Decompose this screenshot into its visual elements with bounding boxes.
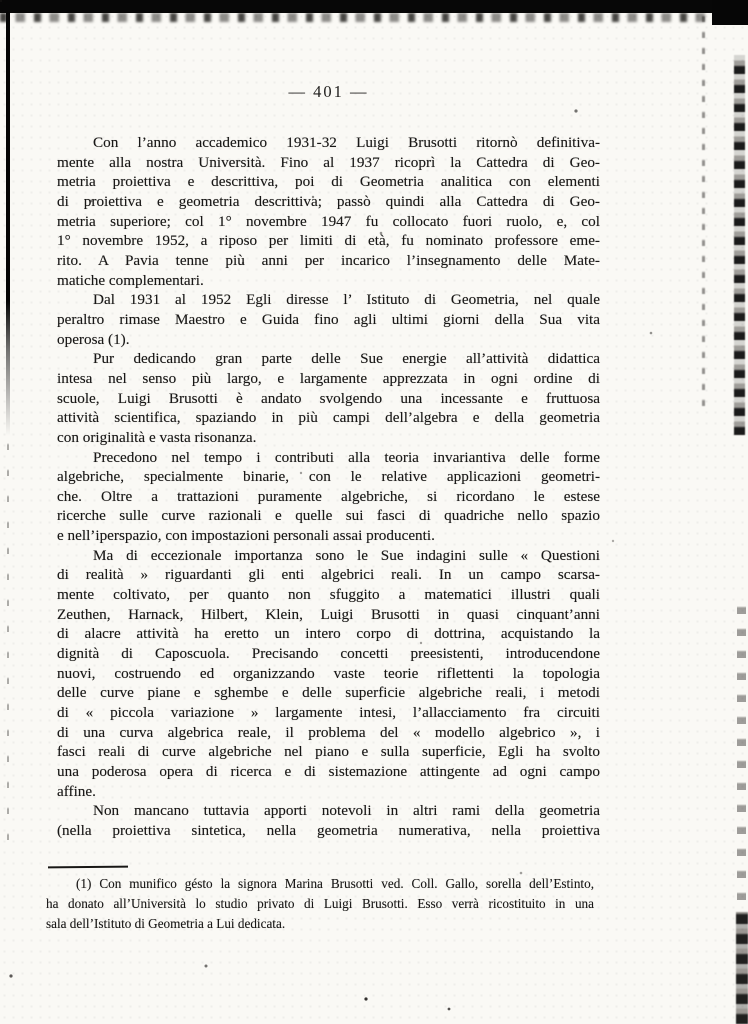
scan-artifact-top-right-corner xyxy=(712,0,748,25)
text-line: Ma di eccezionale importanza sono le Sue indagini sulle « Questioni xyxy=(93,546,600,564)
text-line: e nell’iperspazio, con impostazioni personali assai producenti. xyxy=(57,527,435,545)
footnote-separator-rule xyxy=(48,866,128,869)
text-line: Non mancano tuttavia apporti notevoli in altri rami della geometria xyxy=(93,802,600,820)
text-line: Dal 1931 al 1952 Egli diresse l’ Istituto di Geometria, nel quale xyxy=(93,291,600,309)
scan-artifact-right-edge-low xyxy=(737,600,746,900)
text-line: dignità di Caposcuola. Precisando concetti preesistenti, introducendone xyxy=(57,645,600,663)
text-line: di una curva algebrica reale, il problema del « modello algebrico », i xyxy=(57,723,600,741)
text-line: con originalità e vasta risonanza. xyxy=(57,428,257,446)
text-line: intesa nel senso più largo, e largamente apprezzata in ogni ordine di xyxy=(57,369,600,387)
page-number: — 401 — xyxy=(288,82,369,101)
text-line: peraltro rimase Maestro e Guida fino agli ultimi giorni della Sua vita xyxy=(57,310,600,328)
scan-artifact-top-edge xyxy=(0,0,748,13)
scan-artifact-specks xyxy=(0,0,2,2)
text-line: scuole, Luigi Brusotti è andato svolgendo una incessante e fruttuosa xyxy=(57,389,600,407)
footnote xyxy=(46,874,594,934)
scan-artifact-right-edge-bottom xyxy=(736,912,748,1024)
scan-artifact-left-edge-faint xyxy=(7,440,9,840)
text-line: ha donato all’Università lo studio privato di Luigi Brusotti. Esso verrà ricostituito in una xyxy=(46,896,594,911)
text-line: algebriche, specialmente binarie, con le relative applicazioni geometri- xyxy=(57,468,600,486)
text-line: metria proiettiva e descrittiva, poi di Geometria analitica con elementi xyxy=(57,173,600,191)
text-line: che. Oltre a trattazioni puramente algebriche, si ricordano le estese xyxy=(57,487,600,505)
text-line: di realità » riguardanti gli enti algebrici reali. In un campo scarsa- xyxy=(57,566,600,584)
text-line: Zeuthen, Harnack, Hilbert, Klein, Luigi Brusotti in quasi cinquant’anni xyxy=(57,605,600,623)
text-line: matiche complementari. xyxy=(57,271,204,289)
text-line: rito. A Pavia tenne più anni per incarico l’insegnamento delle Mate- xyxy=(57,251,600,269)
text-line: Precedono nel tempo i contributi alla teoria invariantiva delle forme xyxy=(93,448,600,466)
text-line: mente alla nostra Università. Fino al 1937 ricoprì la Cattedra di Geo- xyxy=(57,153,600,171)
text-line: di proiettiva e geometria descrittiva; passò quindi alla Cattedra di Geo- xyxy=(57,192,600,210)
scan-artifact-right-edge-mid xyxy=(734,55,745,435)
scan-artifact-left-edge xyxy=(6,11,10,441)
text-line: attività scientifica, spaziando in più campi dell’algebra e della geometria xyxy=(57,409,600,427)
text-line: nuovi, costruendo ed organizzando vaste teorie riflettenti la topologia xyxy=(57,664,600,682)
text-line: Con l’anno accademico 1931-32 Luigi Brusotti ritornò definitiva- xyxy=(93,134,600,151)
scan-artifact-top-fuzz xyxy=(0,13,748,22)
text-line: fasci reali di curve algebriche nel piano e sulla superficie, Egli ha svolto xyxy=(57,743,600,761)
text-line: operosa (1). xyxy=(57,330,130,348)
scan-artifact-fold-line xyxy=(702,16,705,406)
text-line: sala dell’Istituto di Geometria a Lui dedicata. xyxy=(46,916,286,931)
text-line: mente coltivato, per quanto non sfuggito a matematici illustri quali xyxy=(57,586,600,604)
text-line: (1) Con munifico gésto la signora Marina Brusotti ved. Coll. Gallo, sorella dell’Estinto, xyxy=(76,876,594,891)
text-line: (nella proiettiva sintetica, nella geometria numerativa, nella proiettiva xyxy=(57,821,600,839)
text-line: ricerche sulle curve razionali e quelle sui fasci di quadriche nello spazio xyxy=(57,507,600,525)
text-line: Pur dedicando gran parte delle Sue energie all’attività didattica xyxy=(93,350,600,368)
text-line: affine. xyxy=(57,782,96,800)
document-body xyxy=(57,133,600,841)
text-line: di alacre attività ha eretto un intero corpo di dottrina, acquistando la xyxy=(57,625,600,643)
text-line: 1° novembre 1952, a riposo per limiti di età, fu nominato professore eme- xyxy=(57,232,600,250)
text-line: delle curve piane e sghembe e delle superficie algebriche reali, i metodi xyxy=(57,684,600,702)
text-line: una poderosa opera di ricerca e di sistemazione attingente ad ogni campo xyxy=(57,763,600,780)
text-line: metria superiore; col 1° novembre 1947 fu collocato fuori ruolo, e, col xyxy=(57,212,600,230)
text-line: di « piccola variazione » largamente intesi, l’allacciamento fra circuiti xyxy=(57,704,600,722)
